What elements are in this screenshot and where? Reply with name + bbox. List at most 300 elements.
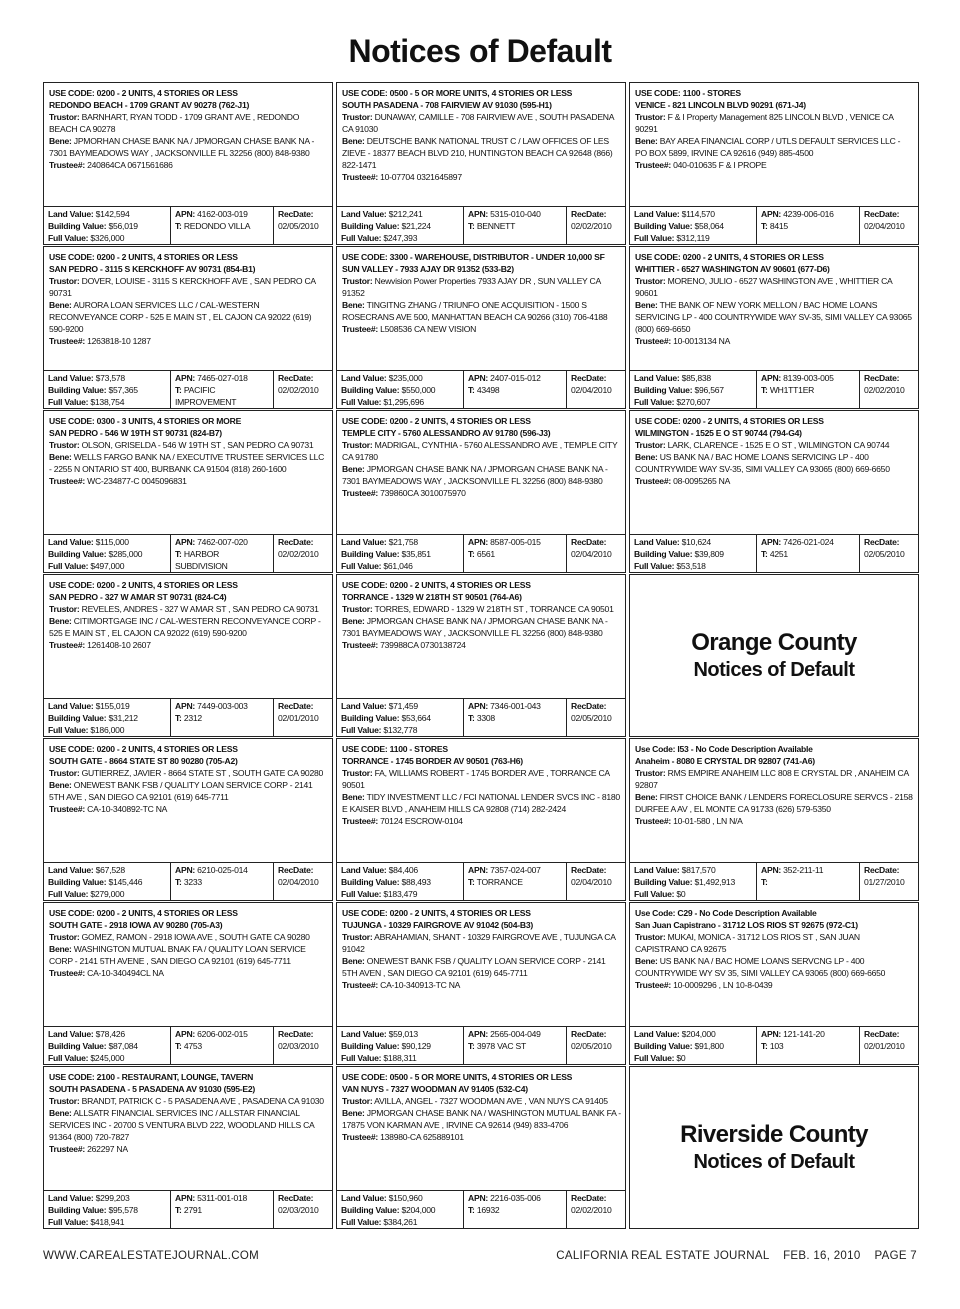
- tract-label: T:: [468, 549, 475, 559]
- land-value: [48, 372, 166, 384]
- tract-value: BENNETT: [476, 221, 516, 231]
- apn-label: APN:: [468, 209, 489, 219]
- tract: [175, 548, 269, 572]
- building-value-label: Building Value:: [634, 877, 693, 887]
- trustee-number: [342, 815, 621, 827]
- trustee-number: [635, 475, 914, 487]
- trustor-value: AVILLA, ANGEL - 7327 WOODMAN AVE , VAN NUYS CA 91405: [374, 1096, 608, 1106]
- beneficiary: [342, 791, 621, 815]
- recdate-value: 02/02/2010: [864, 385, 905, 395]
- county-subtitle: Notices of Default: [693, 1150, 855, 1173]
- tract-label: T:: [175, 713, 182, 723]
- trustor-value: F & I Property Management 825 LINCOLN BLVD , VENICE CA 90291: [635, 112, 894, 134]
- full-value-value: $270,607: [676, 397, 711, 407]
- tract: [175, 1204, 269, 1216]
- apn-value: 7346-001-043: [490, 701, 541, 711]
- recdate-column: [860, 1027, 918, 1064]
- tract-value: 2312: [183, 713, 202, 723]
- tract-value: REDONDO VILLA: [183, 221, 251, 231]
- notice-body: [342, 1071, 621, 1143]
- apn-column: [171, 1191, 274, 1228]
- value-column: [44, 1191, 171, 1228]
- tract-label: T:: [468, 385, 475, 395]
- trustee-number-label: Trustee#:: [635, 980, 671, 990]
- full-value-value: $53,518: [676, 561, 706, 571]
- apn-column: [757, 207, 860, 244]
- full-value-label: Full Value:: [341, 233, 382, 243]
- full-value: [48, 396, 166, 408]
- trustor-label: Trustor:: [49, 1096, 80, 1106]
- full-value-value: $279,000: [90, 889, 125, 899]
- tract-label: T:: [175, 877, 182, 887]
- notice-values: [337, 1190, 625, 1228]
- recdate-label: RecDate:: [864, 537, 900, 547]
- apn-column: [171, 1027, 274, 1064]
- land-value-value: $71,459: [388, 701, 418, 711]
- apn: [175, 864, 269, 876]
- land-value-label: Land Value:: [341, 1029, 387, 1039]
- notice-card: [43, 738, 333, 901]
- beneficiary: [635, 791, 914, 815]
- building-value-label: Building Value:: [48, 877, 107, 887]
- apn-value: 6206-002-015: [197, 1029, 248, 1039]
- recdate-column: [274, 207, 332, 244]
- recdate-column: [860, 863, 918, 900]
- full-value-value: $384,261: [383, 1217, 418, 1227]
- use-code: [635, 87, 914, 99]
- beneficiary-value: JPMORHAN CHASE BANK NA / JPMORGAN CHASE BANK NA - 7301 BAYMEADOWS WAY , JACKSONVILLE FL 32256 (800) 848-9380: [49, 136, 315, 158]
- beneficiary-label: Bene:: [49, 780, 72, 790]
- trustee-number-value: 10-07704 0321645897: [380, 172, 462, 182]
- use-code-value: 0500 - 5 OR MORE UNITS, 4 STORIES OR LESS: [389, 88, 573, 98]
- full-value-label: Full Value:: [634, 889, 675, 899]
- use-code-value: I53 - No Code Description Available: [677, 744, 813, 754]
- use-code-value: 0200 - 2 UNITS, 4 STORIES OR LESS: [389, 908, 531, 918]
- apn: [175, 1028, 269, 1040]
- trustee-number-value: 262297 NA: [87, 1144, 128, 1154]
- apn: [468, 536, 562, 548]
- apn-column: [171, 371, 274, 408]
- beneficiary-value: ONEWEST BANK FSB / QUALITY LOAN SERVICE CORP - 2141 5TH AVEN , SAN DIEGO CA 92101 (619) 645-7711: [342, 956, 606, 978]
- recdate-label: RecDate:: [571, 209, 607, 219]
- land-value-value: $235,000: [388, 373, 423, 383]
- notice-card: [43, 574, 333, 737]
- full-value-label: Full Value:: [48, 1217, 89, 1227]
- notice-values: [337, 862, 625, 900]
- land-value-label: Land Value:: [48, 537, 94, 547]
- building-value-label: Building Value:: [48, 221, 107, 231]
- apn-column: [464, 207, 567, 244]
- tract: [175, 384, 269, 408]
- beneficiary: [342, 1107, 621, 1131]
- building-value-label: Building Value:: [341, 1041, 400, 1051]
- trustee-number-value: 70124 ESCROW-0104: [380, 816, 463, 826]
- trustee-number-value: 040-010635 F & I PROPE: [673, 160, 767, 170]
- beneficiary-label: Bene:: [342, 792, 365, 802]
- value-column: [337, 535, 464, 572]
- use-code: [342, 1071, 621, 1083]
- land-value-label: Land Value:: [341, 1193, 387, 1203]
- trustor-value: REVELES, ANDRES - 327 W AMAR ST , SAN PEDRO CA 90731: [81, 604, 319, 614]
- building-value-value: $550,000: [401, 385, 436, 395]
- tract-value: HARBOR SUBDIVISION: [175, 549, 228, 571]
- apn: [468, 208, 562, 220]
- building-value-value: $1,492,913: [694, 877, 735, 887]
- footer-publication: CALIFORNIA REAL ESTATE JOURNAL FEB. 16, 2010 PAGE 7: [556, 1250, 917, 1262]
- beneficiary-value: BAY AREA FINANCIAL CORP / UTLS DEFAULT SERVICES LLC - PO BOX 5899, IRVINE CA 92616 (949) 885-4500: [635, 136, 901, 158]
- apn-label: APN:: [468, 865, 489, 875]
- building-value-value: $87,084: [108, 1041, 138, 1051]
- apn: [468, 1192, 562, 1204]
- use-code-value: 0200 - 2 UNITS, 4 STORIES OR LESS: [96, 252, 238, 262]
- tract-label: T:: [175, 549, 182, 559]
- notice-card: [336, 1066, 626, 1229]
- trustor-value: BARNHART, RYAN TODD - 1709 GRANT AVE , REDONDO BEACH CA 90278: [49, 112, 300, 134]
- trustor-label: Trustor:: [635, 112, 666, 122]
- trustor-value: FA, WILLIAMS ROBERT - 1745 BORDER AVE , TORRANCE CA 90501: [342, 768, 610, 790]
- land-value-value: $204,000: [681, 1029, 716, 1039]
- trustee-number-label: Trustee#:: [342, 640, 378, 650]
- building-value: [48, 384, 166, 396]
- full-value-value: $132,778: [383, 725, 418, 735]
- tract: [468, 220, 562, 232]
- apn: [468, 700, 562, 712]
- use-code-value: 0200 - 2 UNITS, 4 STORIES OR LESS: [389, 416, 531, 426]
- full-value: [341, 232, 459, 244]
- trustor-label: Trustor:: [342, 932, 373, 942]
- trustor-label: Trustor:: [342, 112, 373, 122]
- county-name: Riverside County: [680, 1120, 868, 1148]
- trustor: [49, 767, 328, 779]
- full-value: [634, 396, 752, 408]
- building-value: [48, 876, 166, 888]
- recdate-column: [274, 1191, 332, 1228]
- trustee-number: [635, 159, 914, 171]
- tract-label: T:: [175, 1205, 182, 1215]
- use-code-value: 3300 - WAREHOUSE, DISTRIBUTOR - UNDER 10,000 SF: [389, 252, 605, 262]
- land-value: [341, 372, 459, 384]
- trustor-label: Trustor:: [635, 932, 666, 942]
- land-value-label: Land Value:: [48, 701, 94, 711]
- trustee-number-label: Trustee#:: [342, 172, 378, 182]
- tract-label: T:: [175, 385, 182, 395]
- beneficiary-label: Bene:: [342, 956, 365, 966]
- land-value: [48, 1192, 166, 1204]
- trustee-number: [49, 335, 328, 347]
- notice-values: [44, 862, 332, 900]
- building-value: [48, 1204, 166, 1216]
- recdate-value: 02/03/2010: [278, 1205, 319, 1215]
- tract-value: 3978 VAC ST: [476, 1041, 526, 1051]
- notice-card: [336, 902, 626, 1065]
- use-code: [49, 743, 328, 755]
- land-value-value: $85,838: [681, 373, 711, 383]
- trustor-label: Trustor:: [342, 440, 373, 450]
- building-value-label: Building Value:: [341, 549, 400, 559]
- land-value-value: $299,203: [95, 1193, 130, 1203]
- full-value: [341, 1052, 459, 1064]
- land-value-value: $67,528: [95, 865, 125, 875]
- apn: [175, 1192, 269, 1204]
- recdate-label: RecDate:: [571, 373, 607, 383]
- notice-values: [337, 370, 625, 408]
- apn-label: APN:: [468, 701, 489, 711]
- tract: [175, 712, 269, 724]
- notices-row: [43, 246, 919, 409]
- notice-values: [337, 698, 625, 736]
- building-value-value: $96,567: [694, 385, 724, 395]
- full-value: [341, 560, 459, 572]
- apn: [761, 372, 855, 384]
- use-code-value: 2100 - RESTAURANT, LOUNGE, TAVERN: [96, 1072, 254, 1082]
- trustor: [342, 931, 621, 955]
- apn-value: 2565-004-049: [490, 1029, 541, 1039]
- tract-value: TORRANCE: [476, 877, 523, 887]
- building-value-value: $39,809: [694, 549, 724, 559]
- property-location: TORRANCE - 1745 BORDER AV 90501 (763-H6): [342, 756, 523, 766]
- use-code-label: USE CODE:: [342, 908, 388, 918]
- full-value: [48, 724, 166, 736]
- trustor-label: Trustor:: [342, 768, 373, 778]
- recdate-value: 02/01/2010: [278, 713, 319, 723]
- land-value: [634, 864, 752, 876]
- apn: [761, 536, 855, 548]
- apn-value: 4162-003-019: [197, 209, 248, 219]
- recdate-value: 02/02/2010: [278, 385, 319, 395]
- trustor-label: Trustor:: [49, 932, 80, 942]
- recdate-column: [860, 207, 918, 244]
- apn-label: APN:: [761, 209, 782, 219]
- land-value-label: Land Value:: [341, 373, 387, 383]
- land-value: [634, 208, 752, 220]
- value-column: [630, 1027, 757, 1064]
- land-value: [341, 864, 459, 876]
- use-code-label: USE CODE:: [49, 580, 95, 590]
- notice-values: [44, 698, 332, 736]
- beneficiary: [342, 135, 621, 171]
- recdate-value: 02/04/2010: [278, 877, 319, 887]
- building-value: [634, 220, 752, 232]
- land-value-value: $84,406: [388, 865, 418, 875]
- building-value: [48, 220, 166, 232]
- tract-value: 103: [769, 1041, 784, 1051]
- land-value: [634, 1028, 752, 1040]
- property-location: TORRANCE - 1329 W 218TH ST 90501 (764-A6): [342, 592, 522, 602]
- apn-label: APN:: [761, 1029, 782, 1039]
- trustor-value: Newvision Power Properties 7933 AJAY DR , SUN VALLEY CA 91352: [342, 276, 601, 298]
- apn-value: 5311-001-018: [197, 1193, 248, 1203]
- full-value-value: $1,295,696: [383, 397, 424, 407]
- trustee-number: [342, 323, 621, 335]
- full-value-label: Full Value:: [48, 1053, 89, 1063]
- beneficiary-value: JPMORGAN CHASE BANK NA / WASHINGTON MUTUAL BANK FA - 17875 VON KARMAN AVE , IRVINE CA 92614 (949) 833-4706: [342, 1108, 621, 1130]
- property-location: SOUTH PASADENA - 708 FAIRVIEW AV 91030 (595-H1): [342, 100, 552, 110]
- trustee-number-label: Trustee#:: [49, 1144, 85, 1154]
- recdate-label: RecDate:: [571, 1193, 607, 1203]
- full-value-label: Full Value:: [48, 725, 89, 735]
- apn-column: [171, 863, 274, 900]
- building-value-label: Building Value:: [634, 385, 693, 395]
- apn-label: APN:: [175, 865, 196, 875]
- land-value: [341, 208, 459, 220]
- property-location: SOUTH PASADENA - 5 PASADENA AV 91030 (595-E2): [49, 1084, 256, 1094]
- trustee-number-value: 138980-CA 625889101: [380, 1132, 464, 1142]
- notice-body: [635, 743, 914, 827]
- building-value: [48, 1040, 166, 1052]
- trustee-number: [342, 639, 621, 651]
- recdate-column: [274, 699, 332, 736]
- beneficiary: [342, 615, 621, 639]
- building-value-value: $21,224: [401, 221, 431, 231]
- value-column: [630, 371, 757, 408]
- tract-label: T:: [761, 221, 768, 231]
- apn: [175, 208, 269, 220]
- notice-body: [49, 579, 328, 651]
- building-value: [341, 1204, 459, 1216]
- tract-value: 43498: [476, 385, 500, 395]
- apn: [761, 208, 855, 220]
- value-column: [630, 535, 757, 572]
- beneficiary-value: TINGITNG ZHANG / TRIUNFO ONE ACQUISITION - 1500 S ROSECRANS AVE 500, MANHATTAN BEACH CA 90266 (310) 706-4188: [342, 300, 608, 322]
- full-value-label: Full Value:: [48, 889, 89, 899]
- trustee-number-label: Trustee#:: [49, 160, 85, 170]
- use-code-value: 0500 - 5 OR MORE UNITS, 4 STORIES OR LESS: [389, 1072, 573, 1082]
- beneficiary-label: Bene:: [635, 452, 658, 462]
- recdate-value: 02/02/2010: [571, 1205, 612, 1215]
- beneficiary-value: WASHINGTON MUTUAL BNAK FA / QUALITY LOAN SERVICE CORP - 2141 5TH AVENE , SAN DIEGO CA 92101 (619) 645-7711: [49, 944, 306, 966]
- trustee-number-label: Trustee#:: [635, 476, 671, 486]
- notice-card: [629, 902, 919, 1065]
- beneficiary-label: Bene:: [635, 956, 658, 966]
- notice-values: [337, 206, 625, 244]
- tract: [761, 220, 855, 232]
- tract: [761, 548, 855, 560]
- full-value-value: $183,479: [383, 889, 418, 899]
- tract: [468, 1204, 562, 1216]
- apn-label: APN:: [175, 1193, 196, 1203]
- trustee-number: [49, 803, 328, 815]
- use-code-label: USE CODE:: [342, 1072, 388, 1082]
- full-value-label: Full Value:: [634, 561, 675, 571]
- full-value: [341, 724, 459, 736]
- recdate-label: RecDate:: [278, 1029, 314, 1039]
- trustee-number: [49, 1143, 328, 1155]
- building-value-value: $56,019: [108, 221, 138, 231]
- use-code-value: 0200 - 2 UNITS, 4 STORIES OR LESS: [96, 580, 238, 590]
- apn-label: APN:: [175, 701, 196, 711]
- trustee-number: [635, 979, 914, 991]
- apn-value: 5315-010-040: [490, 209, 541, 219]
- tract-label: T:: [761, 549, 768, 559]
- notice-values: [44, 534, 332, 572]
- building-value-label: Building Value:: [634, 549, 693, 559]
- footer-website: WWW.CAREALESTATEJOURNAL.COM: [43, 1250, 259, 1262]
- building-value-value: $53,664: [401, 713, 431, 723]
- notice-card: [336, 246, 626, 409]
- trustor-value: RMS EMPIRE ANAHEIM LLC 808 E CRYSTAL DR , ANAHEIM CA 92807: [635, 768, 909, 790]
- value-column: [337, 207, 464, 244]
- trustor-value: LARK, CLARENCE - 1525 E O ST , WILMINGTON CA 90744: [667, 440, 890, 450]
- building-value-value: $90,129: [401, 1041, 431, 1051]
- tract-label: T:: [468, 1205, 475, 1215]
- use-code: [342, 743, 621, 755]
- trustor-label: Trustor:: [635, 768, 666, 778]
- full-value-value: $61,046: [383, 561, 413, 571]
- beneficiary-label: Bene:: [49, 616, 72, 626]
- land-value: [48, 536, 166, 548]
- apn-column: [757, 371, 860, 408]
- apn-value: 8587-005-015: [490, 537, 541, 547]
- building-value-value: $285,000: [108, 549, 143, 559]
- value-column: [337, 1027, 464, 1064]
- trustor: [342, 767, 621, 791]
- use-code: [635, 907, 914, 919]
- apn-value: 2216-035-006: [490, 1193, 541, 1203]
- trustee-number-value: 1261408-10 2607: [87, 640, 151, 650]
- trustee-number-label: Trustee#:: [49, 640, 85, 650]
- land-value-label: Land Value:: [341, 209, 387, 219]
- notice-card: [629, 246, 919, 409]
- trustor: [49, 931, 328, 943]
- apn-value: 8139-003-005: [783, 373, 834, 383]
- apn-column: [464, 1027, 567, 1064]
- notice-body: [49, 907, 328, 979]
- use-code-label: USE CODE:: [342, 744, 388, 754]
- trustor: [342, 603, 621, 615]
- apn-label: APN:: [761, 537, 782, 547]
- full-value-label: Full Value:: [48, 233, 89, 243]
- beneficiary-value: THE BANK OF NEW YORK MELLON / BAC HOME LOANS SERVICING LP - 400 COUNTRYWIDE WAY SV-35, SIMI VALLEY CA 93065 (800) 669-6650: [635, 300, 912, 334]
- full-value-label: Full Value:: [341, 561, 382, 571]
- recdate-column: [860, 371, 918, 408]
- trustor-value: DUNAWAY, CAMILLE - 708 FAIRVIEW AVE , SOUTH PASADENA CA 91030: [342, 112, 614, 134]
- beneficiary: [49, 299, 328, 335]
- full-value-label: Full Value:: [341, 725, 382, 735]
- beneficiary-value: JPMORGAN CHASE BANK NA / JPMORGAN CHASE BANK NA - 7301 BAYMEADOWS WAY , JACKSONVILLE FL 32256 (800) 848-9380: [342, 464, 608, 486]
- recdate-value: 02/03/2010: [278, 1041, 319, 1051]
- apn-label: APN:: [175, 537, 196, 547]
- building-value-label: Building Value:: [341, 221, 400, 231]
- use-code: [342, 251, 621, 263]
- trustee-number: [49, 159, 328, 171]
- notice-body: [342, 415, 621, 499]
- beneficiary-value: CITIMORTGAGE INC / CAL-WESTERN RECONVEYANCE CORP - 525 E MAIN ST , EL CAJON CA 92022 (619) 590-9200: [49, 616, 321, 638]
- beneficiary-value: DEUTSCHE BANK NATIONAL TRUST C / LAW OFFICES OF LES ZIEVE - 18377 BEACH BLVD 210, HUNTINGTON BEACH CA 92648 (866) 822-1471: [342, 136, 613, 170]
- beneficiary: [342, 463, 621, 487]
- land-value: [341, 1192, 459, 1204]
- apn-value: 6210-025-014: [197, 865, 248, 875]
- apn-column: [757, 1027, 860, 1064]
- trustor-label: Trustor:: [342, 604, 373, 614]
- trustee-number-value: 739988CA 0730138724: [380, 640, 466, 650]
- use-code: [49, 415, 328, 427]
- recdate-value: 02/05/2010: [571, 1041, 612, 1051]
- notice-card: [629, 410, 919, 573]
- land-value: [341, 1028, 459, 1040]
- recdate-value: 02/05/2010: [571, 713, 612, 723]
- notices-row: [43, 574, 919, 737]
- notice-card: [43, 246, 333, 409]
- full-value-label: Full Value:: [48, 561, 89, 571]
- beneficiary-value: FIRST CHOICE BANK / LENDERS FORECLOSURE SERVCS - 2158 DURFEE A AV , EL MONTE CA 91733 (626) 579-5350: [635, 792, 913, 814]
- building-value-value: $95,578: [108, 1205, 138, 1215]
- land-value-value: $114,570: [681, 209, 715, 219]
- building-value: [48, 712, 166, 724]
- beneficiary: [49, 779, 328, 803]
- notice-values: [630, 862, 918, 900]
- notice-body: [635, 87, 914, 171]
- trustor-label: Trustor:: [342, 1096, 373, 1106]
